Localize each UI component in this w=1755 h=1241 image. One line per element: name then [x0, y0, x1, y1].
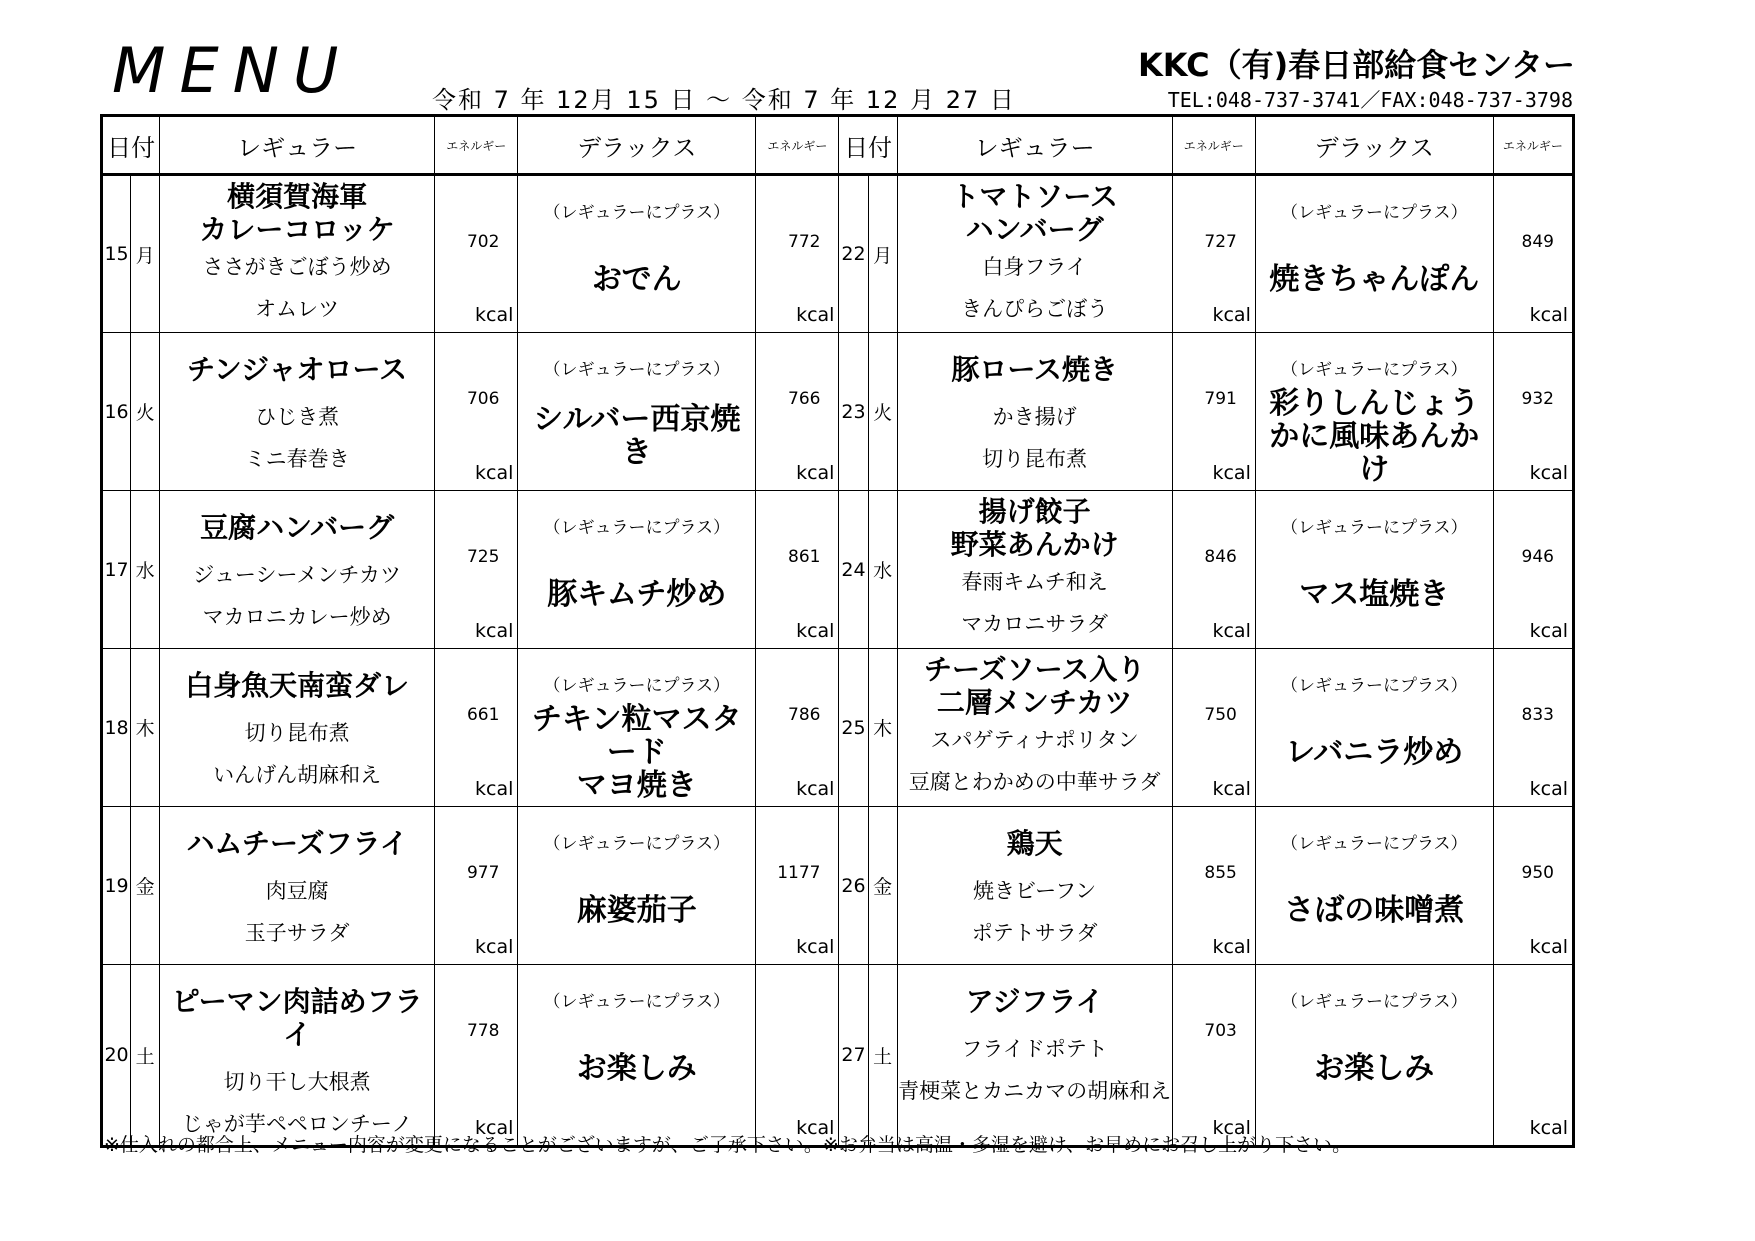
side-dish: ポテトサラダ: [971, 921, 1098, 945]
kcal-unit: kcal: [1529, 462, 1568, 484]
date-cell: 23: [839, 333, 868, 491]
kcal-unit: kcal: [475, 620, 514, 642]
deluxe-energy-value: 950: [1521, 863, 1554, 883]
regular-energy-value: 706: [466, 389, 500, 409]
regular-cell: [160, 491, 435, 649]
regular-main-dish: [898, 491, 1172, 561]
regular-cell: [160, 807, 435, 965]
deluxe-cell: [518, 333, 756, 491]
date-cell: 25: [839, 649, 868, 807]
deluxe-energy-cell: [756, 649, 839, 807]
deluxe-energy-cell: [756, 807, 839, 965]
main-dish-line: 二層メンチカツ: [936, 686, 1133, 719]
side-dish: 肉豆腐: [265, 879, 329, 903]
deluxe-cell: [518, 649, 756, 807]
side-dish: 豆腐とわかめの中華サラダ: [908, 770, 1161, 794]
regular-cell: [897, 965, 1172, 1147]
menu-body: [102, 175, 1574, 1147]
deluxe-dish-line: マヨ焼き: [576, 767, 697, 803]
date-header: 日付: [102, 116, 160, 175]
main-dish-line: 豚ロース焼き: [951, 353, 1118, 386]
deluxe-energy-cell: [1493, 649, 1573, 807]
side-dish: マカロニサラダ: [961, 612, 1109, 636]
date-cell: 22: [839, 175, 868, 333]
deluxe-dish-line: 彩りしんじょう: [1269, 385, 1480, 421]
regular-energy-cell: [1172, 649, 1255, 807]
weekday-cell: 水: [131, 491, 160, 649]
kcal-unit: kcal: [1212, 620, 1251, 642]
side-dish: 切り干し大根煮: [223, 1070, 371, 1094]
deluxe-cell: [518, 175, 756, 333]
regular-energy-cell: [1172, 965, 1255, 1147]
regular-energy-value: 727: [1204, 232, 1237, 252]
deluxe-cell: [518, 807, 756, 965]
deluxe-dish: [1256, 547, 1493, 641]
weekday-cell: 土: [131, 965, 160, 1147]
deluxe-dish: [518, 389, 755, 483]
regular-cell: [897, 491, 1172, 649]
regular-energy-cell: [1172, 807, 1255, 965]
regular-main-dish: [898, 649, 1172, 719]
regular-cell: [160, 965, 435, 1147]
deluxe-dish-line: おでん: [591, 261, 682, 297]
contact-info: TEL:048-737-3741／FAX:048-737-3798: [1167, 88, 1573, 112]
side-dish: 青梗菜とカニカマの胡麻和え: [898, 1079, 1172, 1103]
regular-cell: [160, 175, 435, 333]
date-cell: 15: [102, 175, 131, 333]
energy-header: エネルギー: [1172, 116, 1255, 175]
kcal-unit: kcal: [475, 1117, 514, 1139]
regular-main-dish: [160, 176, 434, 246]
kcal-unit: kcal: [1529, 1117, 1568, 1139]
regular-main-dish: [898, 965, 1172, 1028]
deluxe-cell: [518, 491, 756, 649]
regular-energy-cell: [435, 175, 518, 333]
kcal-unit: kcal: [1529, 936, 1568, 958]
weekday-cell: 月: [131, 175, 160, 333]
side-dish: オムレツ: [255, 297, 340, 321]
deluxe-plus-label: （レギュラーにプラス）: [543, 992, 731, 1012]
deluxe-energy-cell: [1493, 965, 1573, 1147]
regular-energy-cell: [1172, 491, 1255, 649]
kcal-unit: kcal: [475, 462, 514, 484]
regular-energy-value: 661: [466, 705, 500, 725]
kcal-unit: kcal: [1212, 304, 1251, 326]
kcal-unit: kcal: [1212, 462, 1251, 484]
main-dish-line: カレーコロッケ: [199, 213, 395, 246]
deluxe-energy-cell: [1493, 175, 1573, 333]
kcal-unit: kcal: [1212, 1117, 1251, 1139]
deluxe-plus-label: （レギュラーにプラス）: [543, 676, 731, 696]
deluxe-energy-value: 932: [1521, 389, 1554, 409]
regular-energy-value: 725: [466, 547, 500, 567]
deluxe-energy-value: 772: [788, 232, 821, 252]
regular-main-dish: [898, 333, 1172, 396]
deluxe-energy-cell: [1493, 333, 1573, 491]
regular-main-dish: [160, 333, 434, 396]
weekday-cell: 火: [131, 333, 160, 491]
date-cell: 18: [102, 649, 131, 807]
main-dish-line: チンジャオロース: [187, 353, 408, 386]
weekday-cell: 木: [868, 649, 897, 807]
regular-energy-cell: [435, 649, 518, 807]
weekday-cell: 土: [868, 965, 897, 1147]
weekday-cell: 木: [131, 649, 160, 807]
deluxe-energy-value: 849: [1521, 232, 1554, 252]
deluxe-dish-line: 麻婆茄子: [576, 892, 697, 928]
regular-energy-value: 750: [1204, 705, 1237, 725]
side-dish: 白身フライ: [982, 255, 1087, 279]
deluxe-energy-value: 946: [1521, 547, 1554, 567]
side-dish: きんぴらごぼう: [961, 297, 1109, 321]
deluxe-energy-cell: [756, 965, 839, 1147]
main-dish-line: 豆腐ハンバーグ: [200, 511, 395, 544]
date-cell: 16: [102, 333, 131, 491]
deluxe-header: デラックス: [1255, 116, 1493, 175]
side-dish: 切り昆布煮: [982, 447, 1088, 471]
weekday-cell: 水: [868, 491, 897, 649]
date-cell: 19: [102, 807, 131, 965]
deluxe-plus-label: （レギュラーにプラス）: [1281, 360, 1468, 380]
deluxe-cell: [1255, 807, 1493, 965]
menu-period: 令和 7 年 12月 15 日 〜 令和 7 年 12 月 27 日: [432, 86, 1016, 114]
company-name: KKC（有)春日部給食センター: [1138, 46, 1575, 84]
deluxe-dish: [1256, 385, 1493, 487]
deluxe-dish-line: お楽しみ: [1314, 1050, 1435, 1086]
regular-header: レギュラー: [897, 116, 1172, 175]
deluxe-cell: [518, 965, 756, 1147]
deluxe-dish: [1256, 863, 1493, 957]
regular-energy-cell: [1172, 333, 1255, 491]
kcal-unit: kcal: [475, 936, 514, 958]
deluxe-dish-line: チキン粒マスタード: [531, 701, 742, 770]
regular-cell: [897, 175, 1172, 333]
kcal-unit: kcal: [796, 778, 835, 800]
kcal-unit: kcal: [796, 936, 835, 958]
kcal-unit: kcal: [796, 462, 835, 484]
menu-row: [102, 807, 1574, 965]
regular-energy-cell: [1172, 175, 1255, 333]
deluxe-energy-cell: [756, 175, 839, 333]
deluxe-dish: [518, 701, 755, 803]
deluxe-dish: [1256, 1021, 1493, 1115]
regular-cell: [160, 649, 435, 807]
side-dish: 春雨キムチ和え: [961, 570, 1108, 594]
deluxe-cell: [1255, 333, 1493, 491]
deluxe-energy-header: エネルギー: [1493, 116, 1573, 175]
side-dish: ミニ春巻き: [244, 447, 350, 471]
menu-row: [102, 491, 1574, 649]
deluxe-plus-label: （レギュラーにプラス）: [543, 518, 731, 538]
deluxe-dish-line: マス塩焼き: [1299, 576, 1450, 612]
date-cell: 27: [839, 965, 868, 1147]
kcal-unit: kcal: [475, 778, 514, 800]
deluxe-plus-label: （レギュラーにプラス）: [543, 203, 731, 223]
regular-energy-value: 846: [1204, 547, 1237, 567]
main-dish-line: 野菜あんかけ: [950, 528, 1119, 561]
main-dish-line: 横須賀海軍: [227, 180, 368, 213]
deluxe-plus-label: （レギュラーにプラス）: [1281, 834, 1468, 854]
deluxe-cell: [1255, 175, 1493, 333]
menu-row: [102, 333, 1574, 491]
side-dish: 切り昆布煮: [244, 721, 350, 745]
deluxe-energy-header: エネルギー: [756, 116, 839, 175]
deluxe-cell: [1255, 649, 1493, 807]
kcal-unit: kcal: [796, 620, 835, 642]
regular-cell: [897, 807, 1172, 965]
regular-main-dish: [898, 807, 1172, 870]
side-dish: ひじき煮: [255, 405, 340, 429]
date-cell: 17: [102, 491, 131, 649]
deluxe-header: デラックス: [518, 116, 756, 175]
deluxe-dish: [1256, 705, 1493, 799]
deluxe-dish-line: お楽しみ: [576, 1050, 697, 1086]
deluxe-dish-line: かに風味あんかけ: [1269, 418, 1480, 487]
menu-logo: MENU: [112, 34, 353, 107]
kcal-unit: kcal: [1529, 304, 1568, 326]
kcal-unit: kcal: [475, 304, 514, 326]
regular-energy-cell: [435, 333, 518, 491]
side-dish: かき揚げ: [992, 405, 1077, 429]
regular-energy-cell: [435, 807, 518, 965]
menu-row: [102, 649, 1574, 807]
main-dish-line: ハムチーズフライ: [186, 827, 408, 860]
main-dish-line: 白身魚天南蛮ダレ: [185, 669, 410, 702]
deluxe-plus-label: （レギュラーにプラス）: [1281, 676, 1468, 696]
deluxe-cell: [1255, 965, 1493, 1147]
deluxe-plus-label: （レギュラーにプラス）: [543, 360, 731, 380]
header-row: [102, 116, 1574, 175]
menu-table: [100, 114, 1575, 1148]
deluxe-dish-line: さばの味噌煮: [1284, 892, 1465, 928]
regular-energy-cell: [435, 965, 518, 1147]
footer-note: ※仕入れの都合上、メニュー内容が変更になることがございますが、ご了承下さい。※お弁当は高温・多湿を避け、お早めにお召し上がり下さい。: [104, 1134, 1352, 1156]
deluxe-plus-label: （レギュラーにプラス）: [1281, 992, 1468, 1012]
regular-energy-value: 702: [466, 232, 500, 252]
side-dish: スパゲティナポリタン: [930, 728, 1139, 752]
deluxe-energy-value: 833: [1521, 705, 1554, 725]
main-dish-line: 揚げ餃子: [978, 495, 1091, 528]
date-header: 日付: [839, 116, 897, 175]
regular-energy-value: 703: [1204, 1021, 1237, 1041]
main-dish-line: ピーマン肉詰めフライ: [171, 985, 423, 1051]
date-cell: 26: [839, 807, 868, 965]
weekday-cell: 火: [868, 333, 897, 491]
side-dish: マカロニカレー炒め: [202, 605, 392, 629]
regular-cell: [897, 649, 1172, 807]
date-cell: 20: [102, 965, 131, 1147]
weekday-cell: 月: [868, 175, 897, 333]
date-cell: 24: [839, 491, 868, 649]
regular-main-dish: [160, 807, 434, 870]
main-dish-line: アジフライ: [965, 985, 1104, 1018]
main-dish-line: ハンバーグ: [965, 213, 1104, 246]
regular-main-dish: [160, 491, 434, 554]
deluxe-plus-label: （レギュラーにプラス）: [543, 834, 731, 854]
deluxe-dish: [1256, 232, 1493, 326]
kcal-unit: kcal: [1212, 936, 1251, 958]
deluxe-plus-label: （レギュラーにプラス）: [1281, 518, 1468, 538]
regular-energy-cell: [435, 491, 518, 649]
deluxe-dish: [518, 547, 755, 641]
deluxe-plus-label: （レギュラーにプラス）: [1281, 203, 1468, 223]
side-dish: じゃが芋ペペロンチーノ: [181, 1112, 413, 1136]
deluxe-dish: [518, 1021, 755, 1115]
side-dish: ささがきごぼう炒め: [202, 255, 392, 279]
regular-energy-value: 791: [1204, 389, 1237, 409]
deluxe-energy-value: 861: [788, 547, 821, 567]
regular-energy-value: 778: [466, 1021, 500, 1041]
main-dish-line: トマトソース: [951, 180, 1118, 213]
deluxe-dish-line: 豚キムチ炒め: [547, 576, 727, 612]
deluxe-energy-cell: [1493, 807, 1573, 965]
regular-header: レギュラー: [160, 116, 435, 175]
kcal-unit: kcal: [1529, 778, 1568, 800]
regular-cell: [897, 333, 1172, 491]
deluxe-energy-value: 786: [788, 705, 821, 725]
deluxe-energy-value: 766: [788, 389, 821, 409]
deluxe-energy-cell: [1493, 491, 1573, 649]
side-dish: いんげん胡麻和え: [213, 763, 382, 787]
side-dish: フライドポテト: [961, 1037, 1108, 1061]
deluxe-dish: [518, 863, 755, 957]
deluxe-dish-line: レバニラ炒め: [1285, 734, 1464, 770]
deluxe-energy-value: 1177: [777, 863, 821, 883]
weekday-cell: 金: [131, 807, 160, 965]
regular-energy-value: 977: [466, 863, 500, 883]
kcal-unit: kcal: [796, 1117, 835, 1139]
main-dish-line: チーズソース入り: [924, 653, 1146, 686]
regular-cell: [160, 333, 435, 491]
weekday-cell: 金: [868, 807, 897, 965]
regular-main-dish: [898, 176, 1172, 246]
deluxe-cell: [1255, 491, 1493, 649]
deluxe-dish-line: シルバー西京焼き: [533, 402, 741, 470]
kcal-unit: kcal: [796, 304, 835, 326]
kcal-unit: kcal: [1212, 778, 1251, 800]
menu-row: [102, 965, 1574, 1147]
main-dish-line: 鶏天: [1006, 827, 1063, 860]
deluxe-energy-cell: [756, 491, 839, 649]
side-dish: ジューシーメンチカツ: [193, 563, 401, 587]
regular-main-dish: [160, 965, 434, 1061]
side-dish: 焼きビーフン: [972, 879, 1097, 903]
side-dish: 玉子サラダ: [244, 921, 350, 945]
deluxe-dish-line: 焼きちゃんぽん: [1269, 261, 1480, 297]
menu-row: [102, 175, 1574, 333]
regular-main-dish: [160, 649, 434, 712]
kcal-unit: kcal: [1529, 620, 1568, 642]
energy-header: エネルギー: [435, 116, 518, 175]
regular-energy-value: 855: [1204, 863, 1237, 883]
deluxe-dish: [518, 232, 755, 326]
deluxe-energy-cell: [756, 333, 839, 491]
